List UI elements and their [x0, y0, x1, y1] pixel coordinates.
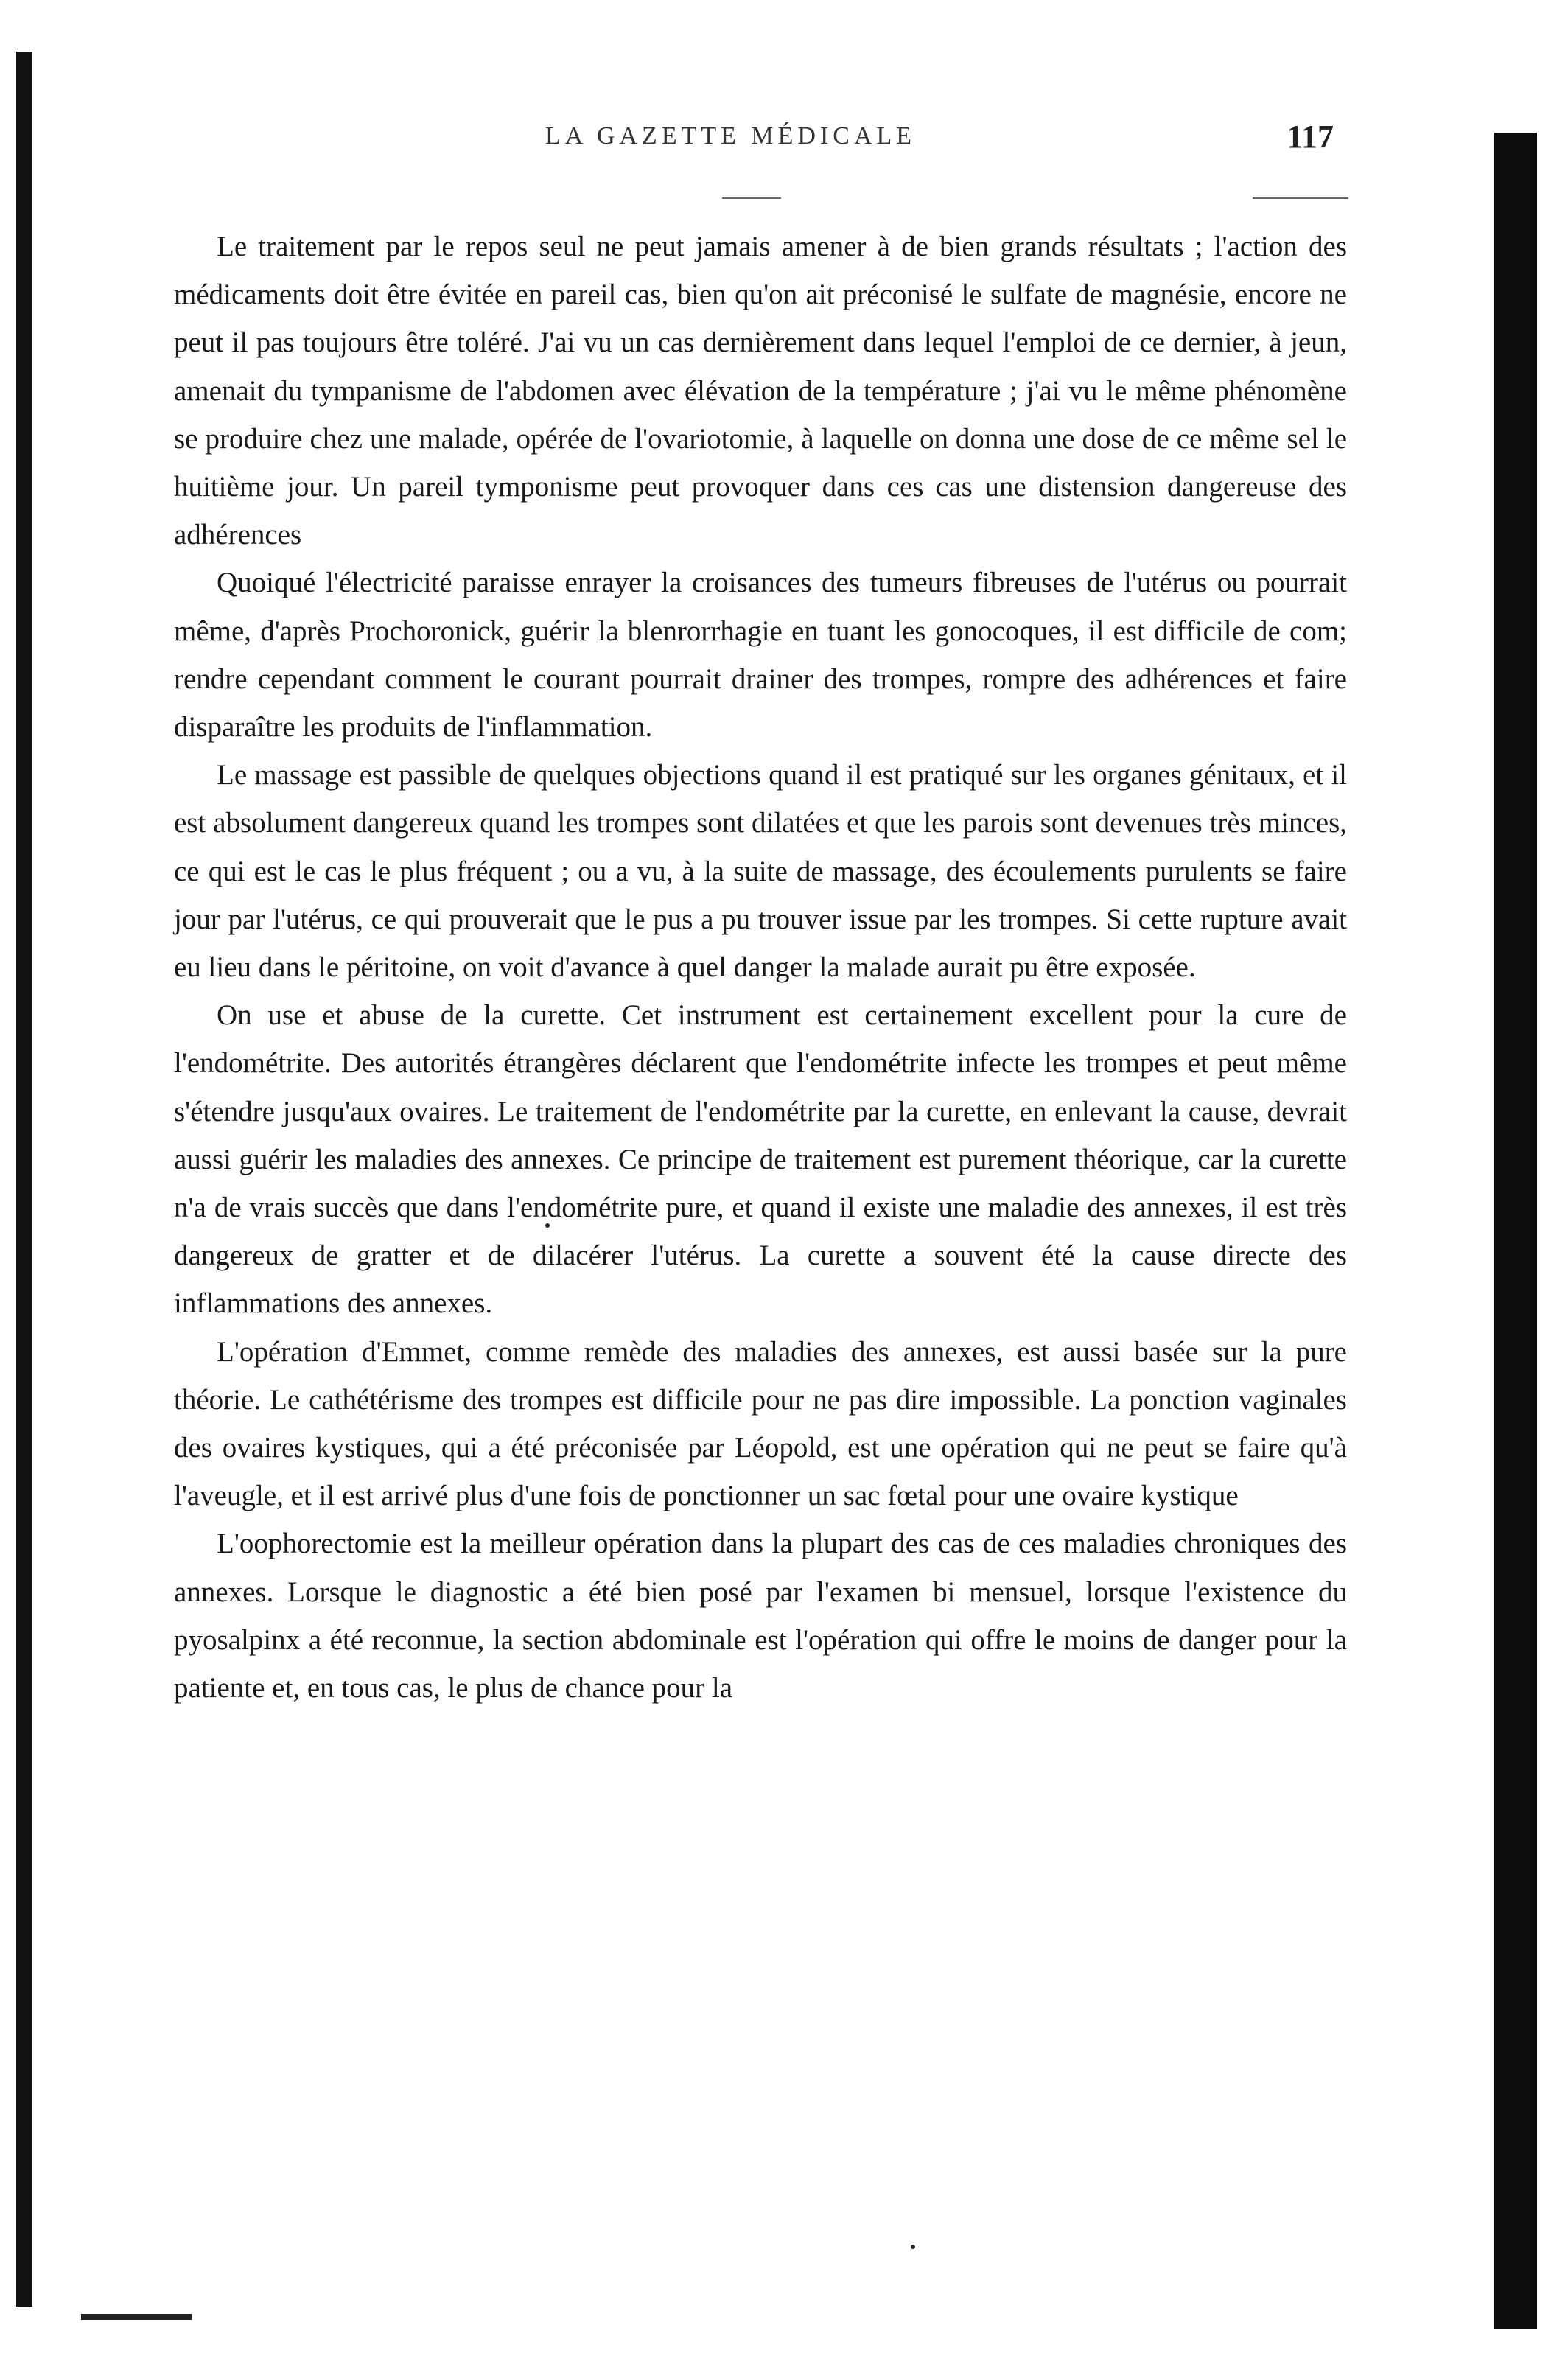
running-title: LA GAZETTE MÉDICALE: [545, 122, 917, 150]
header-rule-right: [1253, 197, 1348, 199]
paragraph: Le massage est passible de quelques objections quand il est pratiqué sur les organes génitaux, et il est absolument dangereux quand les trompes sont dilatées et que les parois sont devenues très minces, ce qui est le cas le plus fréquent ; ou a vu, à la suite de massage, des écoulements purulents se faire jour par l'utérus, ce qui prouverait que le pus a pu trouver issue par les trompes. Si cette rupture avait eu lieu dans le péritoine, on voit d'avance à quel danger la malade aurait pu être exposée.: [174, 759, 1347, 984]
scan-border-left: [16, 52, 32, 2307]
body-text: [174, 223, 1347, 1712]
header-rule-center: [722, 197, 781, 199]
scan-border-right: [1494, 133, 1537, 2329]
paragraph: L'opération d'Emmet, comme remède des maladies des annexes, est aussi basée sur la pure théorie. Le cathétérisme des trompes est difficile pour ne pas dire impossible. La ponction vaginales des ovaires kystiques, qui a été préconisée par Léopold, est une opération qui ne peut se faire qu'à l'aveugle, et il est arrivé plus d'une fois de ponctionner un sac fœtal pour une ovaire kystique: [174, 1335, 1347, 1512]
ink-speck: [911, 2245, 915, 2249]
paragraph: Le traitement par le repos seul ne peut jamais amener à de bien grands résultats ; l'action des médicaments doit être évitée en pareil cas, bien qu'on ait préconisé le sulfate de magnésie, encore ne peut il pas toujours être toléré. J'ai vu un cas dernièrement dans lequel l'emploi de ce dernier, à jeun, amenait du tympanisme de l'abdomen avec élévation de la température ; j'ai vu le même phénomène se produire chez une malade, opérée de l'ovariotomie, à laquelle on donna une dose de ce même sel le huitième jour. Un pareil tymponisme peut provoquer dans ces cas une distension dangereuse des adhérences: [174, 231, 1347, 551]
paragraph: L'oophorectomie est la meilleur opération dans la plupart des cas de ces maladies chroniques des annexes. Lorsque le diagnostic a été bien posé par l'examen bi mensuel, lorsque l'existence du pyosalpinx a été reconnue, la section abdominale est l'opération qui offre le moins de danger pour la patiente et, en tous cas, le plus de chance pour la: [174, 1528, 1347, 1705]
page-header: [177, 118, 1341, 162]
scan-border-bottom-mark: [81, 2314, 192, 2320]
page-number: 117: [1287, 119, 1334, 155]
ink-speck: [545, 1223, 550, 1228]
paragraph: Quoiqué l'électricité paraisse enrayer la croisances des tumeurs fibreuses de l'utérus ou pourrait même, d'après Prochoronick, guérir la blenrorrhagie en tuant les gonocoques, il est difficile de com; rendre cependant comment le courant pourrait drainer des trompes, rompre des adhérences et faire disparaître les produits de l'inflammation.: [174, 567, 1347, 744]
paragraph: On use et abuse de la curette. Cet instrument est certainement excellent pour la cure de l'endométrite. Des autorités étrangères déclarent que l'endométrite infecte les trompes et peut même s'étendre jusqu'aux ovaires. Le traitement de l'endométrite par la curette, en enlevant la cause, devrait aussi guérir les maladies des annexes. Ce principe de traitement est purement théorique, car la curette n'a de vrais succès que dans l'endométrite pure, et quand il existe une maladie des annexes, il est très dangereux de gratter et de dilacérer l'utérus. La curette a souvent été la cause directe des inflammations des annexes.: [174, 999, 1347, 1320]
